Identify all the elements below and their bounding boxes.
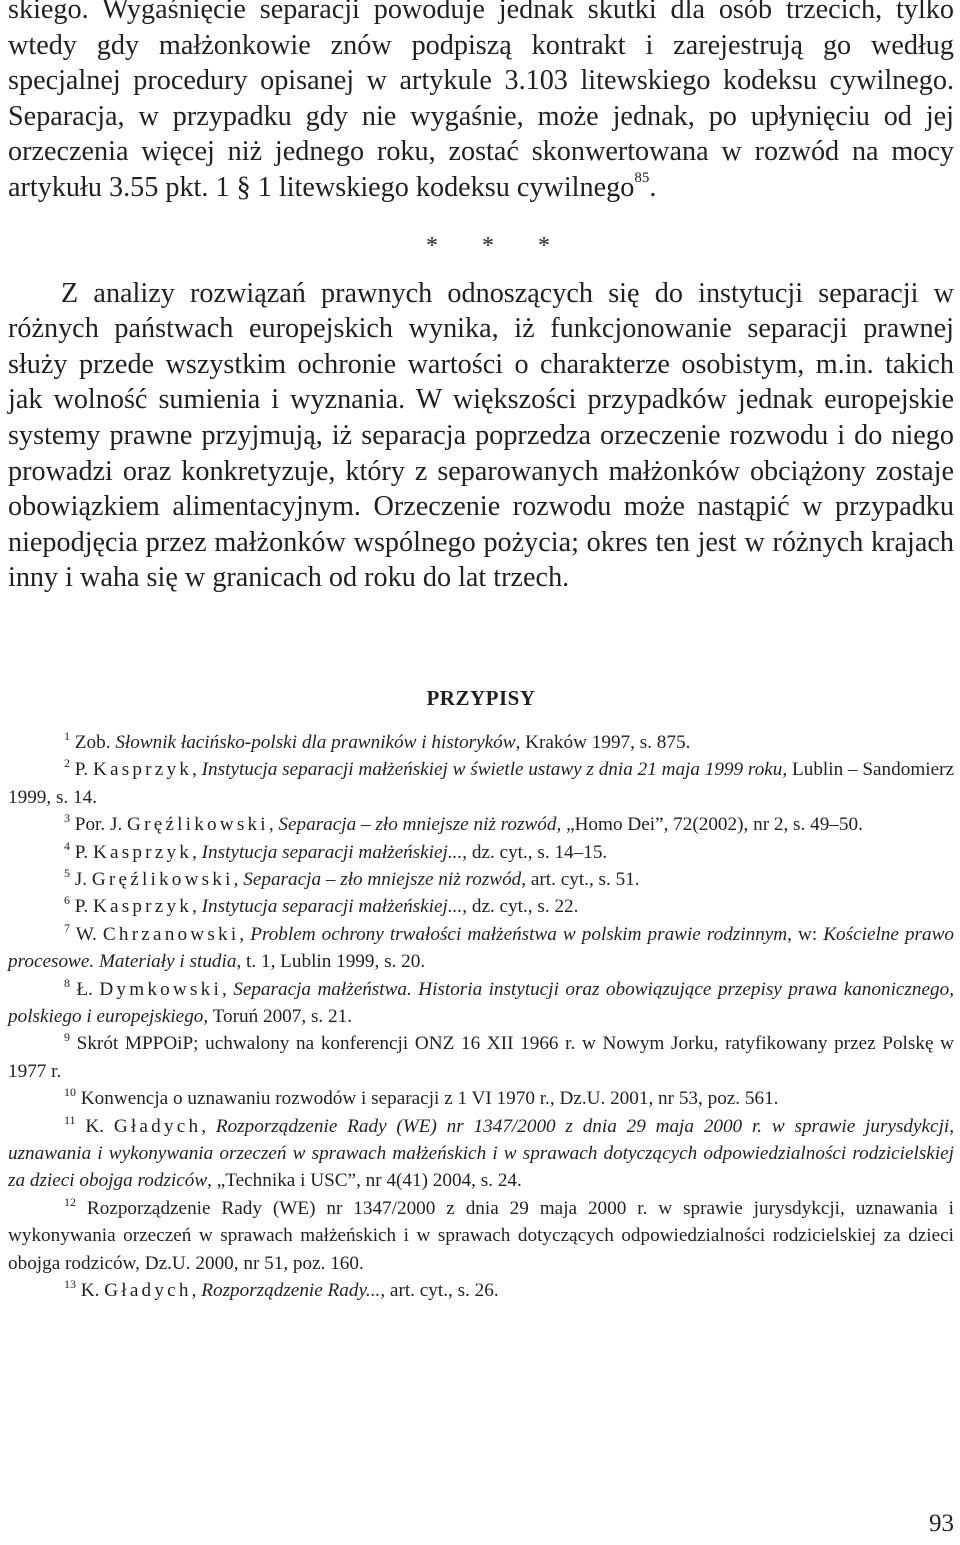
footnote-2: $^2$ P. Kasprzyk, Instytucja separacji małżeńskiej w świetle ustawy z dnia 21 maja 1999 roku, Lublin – Sandomierz 1999, s. 14. — [8, 756, 954, 808]
footnote-6: $^6$ P. Kasprzyk, Instytucja separacji małżeńskiej..., dz. cyt., s. 22. — [64, 893, 579, 918]
footnote-5: $^5$ J. Gręźlikowski, Separacja – zło mniejsze niż rozwód, art. cyt., s. 51. — [64, 865, 640, 890]
footnotes-heading: PRZYPISY — [426, 685, 536, 710]
footnote-11: $^{11}$ K. Gładych, Rozporządzenie Rady (WE) nr 1347/2000 z dnia 29 maja 2000 r. w sprawie jurysdykcji, uznawania i wykonywania orzeczeń w sprawach małżeńskich i w sprawach dotyczących odpowiedzialności rodzicielskiej za dzieci obojga rodziców, „Technika i USC”, nr 4(41) 2004, s. 24. — [8, 1112, 955, 1192]
footnote-4: $^4$ P. Kasprzyk, Instytucja separacji małżeńskiej..., dz. cyt., s. 14–15. — [64, 838, 608, 863]
footnote-ref-85[interactable]: 85 — [634, 169, 650, 186]
page — [8, 0, 954, 1545]
footnote-3: $^3$ Por. J. Gręźlikowski, Separacja – zło mniejsze niż rozwód, „Homo Dei”, 72(2002), nr 2, s. 49–50. — [64, 811, 863, 836]
footnote-10: $^{10}$ Konwencja o uznawaniu rozwodów i separacji z 1 VI 1970 r., Dz.U. 2001, nr 53, poz. 561. — [64, 1085, 779, 1110]
paragraph-continuation: skiego. Wygaśnięcie separacji powoduje jednak skutki dla osób trzecich, tylko wtedy gdy małżonkowie znów podpiszą kontrakt i zarejestrują go według specjalnej procedury opisanej w artykule 3.103 litewskiego kodeksu cywilnego. Separacja, w przypadku gdy nie wygaśnie, może jednak, po upłynięciu od jej orzeczenia więcej niż jednego roku, zostać skonwertowana w rozwód na mocy artykułu 3.55 pkt. 1 § 1 litewskiego kodeksu cywilnego$^{85}$. — [8, 0, 954, 203]
page-number: 93 — [929, 1510, 954, 1537]
footnote-9: $^9$ Skrót MPPOiP; uchwalony na konferencji ONZ 16 XII 1966 r. w Nowym Jorku, ratyfikowany przez Polskę w 1977 r. — [8, 1030, 954, 1082]
footnote-1: $^1$ Zob. Słownik łacińsko-polski dla prawników i historyków, Kraków 1997, s. 875. — [64, 728, 691, 753]
footnotes-list — [8, 729, 954, 1305]
footnote-7: $^7$ W. Chrzanowski, Problem ochrony trwałości małżeństwa w polskim prawie rodzinnym, w: Kościelne prawo procesowe. Materiały i studia, t. 1, Lublin 1999, s. 20. — [8, 920, 955, 973]
footnote-13: $^{13}$ K. Gładych, Rozporządzenie Rady..., art. cyt., s. 26. — [64, 1277, 499, 1302]
footnote-12: $^{12}$ Rozporządzenie Rady (WE) nr 1347/2000 z dnia 29 maja 2000 r. w sprawie jurysdykcji, uznawania i wykonywania orzeczeń w sprawach małżeńskich i w sprawach dotyczących odpowiedzialności rodzicielskiej za dzieci obojga rodziców, Dz.U. 2000, nr 51, poz. 160. — [8, 1194, 954, 1274]
section-separator: * * * — [426, 232, 550, 259]
paragraph-summary: Z analizy rozwiązań prawnych odnoszących się do instytucji separacji w różnych państwach europejskich wynika, iż funkcjonowanie separacji prawnej służy przede wszystkim ochronie wartości o charakterze osobistym, m.in. takich jak wolność sumienia i wyznania. W większości przypadków jednak europejskie systemy prawne przyjmują, iż separacja poprzedza orzeczenie rozwodu i do niego prowadzi oraz konkretyzuje, który z separowanych małżonków obciążony zostaje obowiązkiem alimentacyjnym. Orzeczenie rozwodu może nastąpić w przypadku niepodjęcia przez małżonków wspólnego pożycia; okres ten jest w różnych krajach inny i waha się w granicach od roku do lat trzech. — [8, 277, 954, 594]
footnote-8: $^8$ Ł. Dymkowski, Separacja małżeństwa. Historia instytucji oraz obowiązujące przepisy prawa kanonicznego, polskiego i europejskiego, Toruń 2007, s. 21. — [8, 975, 954, 1027]
